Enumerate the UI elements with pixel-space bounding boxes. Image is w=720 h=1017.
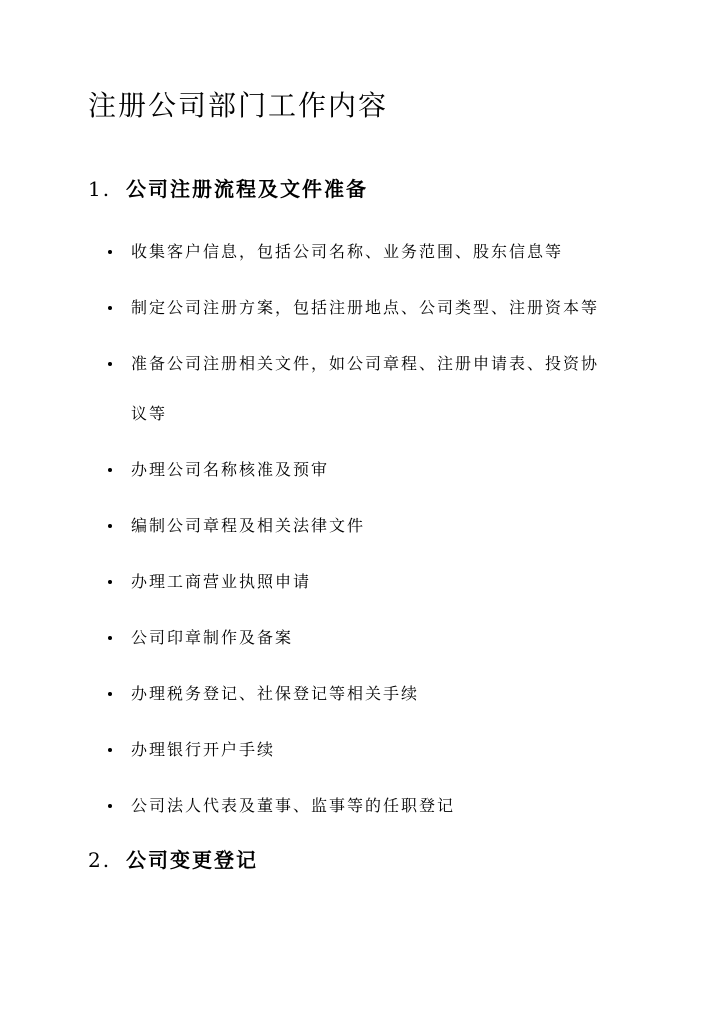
list-item-text: 办理银行开户手续: [131, 740, 276, 759]
list-item-text: 编制公司章程及相关法律文件: [131, 516, 366, 535]
bullet-icon: [108, 692, 112, 696]
list-item: [108, 350, 628, 428]
list-item-text-continued: 议等: [131, 404, 168, 423]
list-item-text: 公司法人代表及董事、监事等的任职登记: [131, 796, 456, 815]
list-item-text: 公司印章制作及备案: [131, 628, 294, 647]
section-heading-2: [88, 846, 258, 874]
bullet-icon: [108, 748, 112, 752]
bullet-icon: [108, 250, 112, 254]
list-item-text: 办理公司名称核准及预审: [131, 460, 330, 479]
list-item: [108, 512, 628, 540]
bullet-icon: [108, 524, 112, 528]
list-item: [108, 294, 628, 322]
bullet-icon: [108, 580, 112, 584]
list-item: [108, 624, 628, 652]
section-title: 公司变更登记: [126, 848, 258, 872]
list-item-text: 准备公司注册相关文件，如公司章程、注册申请表、投资协: [131, 354, 600, 373]
section-number: 2.: [88, 848, 112, 872]
bullet-icon: [108, 306, 112, 310]
bullet-icon: [108, 468, 112, 472]
bullet-icon: [108, 636, 112, 640]
section-number: 1.: [88, 177, 112, 201]
list-item-text: 制定公司注册方案，包括注册地点、公司类型、注册资本等: [131, 298, 600, 317]
list-item-text: 办理工商营业执照申请: [131, 572, 312, 591]
list-item: [108, 736, 628, 764]
section-heading-1: [88, 175, 368, 203]
list-item: [108, 238, 628, 266]
bullet-list: [108, 238, 628, 848]
section-title: 公司注册流程及文件准备: [126, 177, 368, 201]
list-item: [108, 792, 628, 820]
list-item: [108, 456, 628, 484]
list-item: [108, 680, 628, 708]
bullet-icon: [108, 804, 112, 808]
bullet-icon: [108, 362, 112, 366]
document-title: 注册公司部门工作内容: [88, 89, 389, 122]
list-item: [108, 568, 628, 596]
list-item-text: 收集客户信息，包括公司名称、业务范围、股东信息等: [131, 242, 564, 261]
list-item-text: 办理税务登记、社保登记等相关手续: [131, 684, 420, 703]
